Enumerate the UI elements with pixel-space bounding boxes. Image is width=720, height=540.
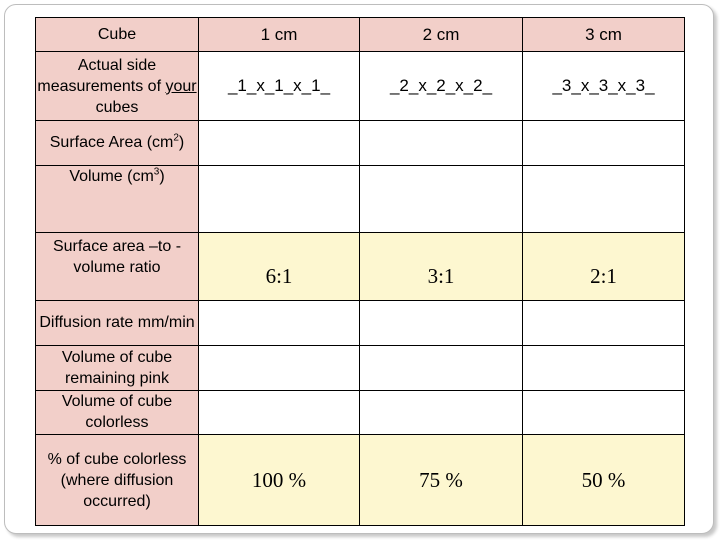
row-remaining-pink [36,345,685,390]
cell-ratio-1cm: 6:1 [199,233,360,301]
label-diffusion-rate: Diffusion rate mm/min [36,301,199,346]
cell-volume-2cm [360,165,523,233]
label-sa-ratio: Surface area –to - volume ratio [36,233,199,301]
label-colorless: Volume of cube colorless [36,390,199,435]
cell-pink-1cm [199,345,360,390]
cell-surface-area-3cm [523,121,685,166]
cell-diffusion-1cm [199,301,360,346]
label-side-measurements: Actual side measurements of your cubes [36,52,199,121]
header-3cm: 3 cm [523,18,685,52]
header-cube: Cube [36,18,199,52]
header-2cm: 2 cm [360,18,523,52]
row-volume [36,165,685,233]
cell-side-1cm: _1_x_1_x_1_ [199,52,360,121]
label-remaining-pink: Volume of cube remaining pink [36,345,199,390]
label-surface-area: Surface Area $(cm^2)$ [36,121,199,166]
cell-colorless-3cm [523,390,685,435]
cell-pink-3cm [523,345,685,390]
row-side-measurements [36,52,685,121]
cell-surface-area-2cm [360,121,523,166]
data-table [35,17,685,526]
header-row [36,18,685,52]
row-surface-area [36,121,685,166]
cell-percent-3cm: 50 % [523,435,685,526]
cell-ratio-2cm: 3:1 [360,233,523,301]
row-percent-colorless [36,435,685,526]
cell-diffusion-2cm [360,301,523,346]
row-colorless [36,390,685,435]
cell-percent-2cm: 75 % [360,435,523,526]
cell-pink-2cm [360,345,523,390]
cell-side-2cm: _2_x_2_x_2_ [360,52,523,121]
label-volume: Volume $(cm^3)$ [36,165,199,233]
cell-ratio-3cm: 2:1 [523,233,685,301]
cell-volume-3cm [523,165,685,233]
row-diffusion-rate [36,301,685,346]
row-sa-ratio [36,233,685,301]
cell-side-3cm: _3_x_3_x_3_ [523,52,685,121]
cell-percent-1cm: 100 % [199,435,360,526]
cell-colorless-2cm [360,390,523,435]
cell-diffusion-3cm [523,301,685,346]
cell-volume-1cm [199,165,360,233]
header-1cm: 1 cm [199,18,360,52]
label-percent-colorless: % of cube colorless (where diffusion occurred) [36,435,199,526]
cell-surface-area-1cm [199,121,360,166]
cell-colorless-1cm [199,390,360,435]
